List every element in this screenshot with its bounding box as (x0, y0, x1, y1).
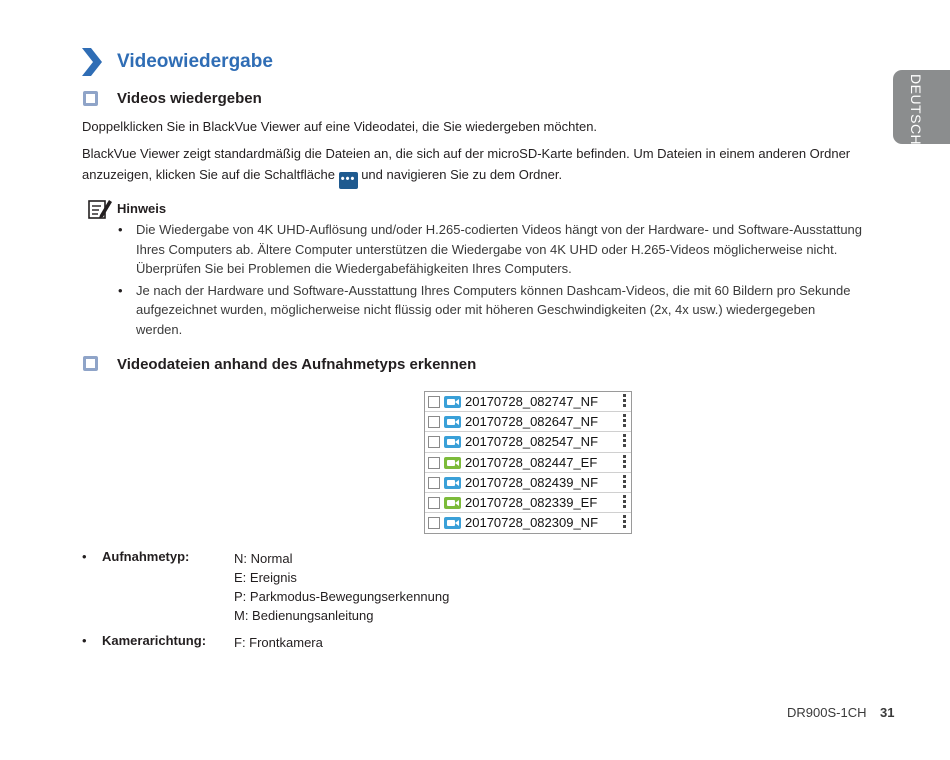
file-row[interactable] (425, 392, 631, 412)
subsection-title-identify-files: Videodateien anhand des Aufnahmetyps erkennen (117, 356, 477, 373)
file-name: 20170728_082339_EF (465, 494, 598, 510)
legend-camera-direction (82, 633, 582, 653)
file-checkbox[interactable] (428, 517, 440, 529)
bullet: • (118, 222, 123, 237)
page-number: 31 (880, 705, 895, 720)
paragraph-line-1: BlackVue Viewer zeigt standardmäßig die Dateien an, die sich auf der microSD-Karte befinden. Um Dateien in einem anderen Ordner (82, 146, 851, 161)
note-item (118, 220, 863, 279)
language-tab-label: DEUTSCH (908, 74, 924, 146)
paragraph-line-2-after: und navigieren Sie zu dem Ordner. (361, 167, 563, 182)
more-vertical-icon[interactable] (623, 515, 626, 531)
file-row[interactable] (425, 473, 631, 493)
legend-camera-direction-values (234, 633, 323, 652)
more-vertical-icon[interactable] (623, 434, 626, 450)
file-name: 20170728_082309_NF (465, 515, 599, 531)
bullet: • (82, 633, 87, 648)
more-vertical-icon[interactable] (623, 495, 626, 511)
legend-value: F: Frontkamera (234, 635, 323, 650)
file-row[interactable] (425, 453, 631, 473)
file-name: 20170728_082647_NF (465, 414, 599, 430)
more-vertical-icon[interactable] (623, 394, 626, 410)
file-checkbox[interactable] (428, 416, 440, 428)
file-name: 20170728_082747_NF (465, 394, 599, 409)
note-pencil-icon (88, 198, 112, 220)
bullet: • (82, 549, 87, 564)
legend-value: N: Normal (234, 551, 293, 566)
file-row[interactable] (425, 432, 631, 452)
file-list (424, 391, 632, 534)
legend-recording-type-values (234, 549, 449, 625)
note-item-text: Je nach der Hardware und Software-Ausstattung Ihres Computers können Dashcam-Videos, die mit 60 Bildern pro Sekunde aufgezeichnet wurden, möglicherweise nicht flüssig oder mit höheren Geschwindigkeiten (2x, 4x usw.) wiedergegeben werden. (136, 282, 851, 337)
file-name: 20170728_082439_NF (465, 474, 599, 490)
legend-value: P: Parkmodus-Bewegungserkennung (234, 589, 450, 604)
video-file-icon (444, 416, 461, 428)
file-name: 20170728_082547_NF (465, 434, 599, 450)
checkbox-square-icon (83, 356, 98, 371)
legend-value: E: Ereignis (234, 570, 297, 585)
file-checkbox[interactable] (428, 457, 440, 469)
legend-value: M: Bedienungsanleitung (234, 608, 374, 623)
browse-folder-button[interactable]: ••• (339, 172, 358, 189)
file-row[interactable] (425, 493, 631, 513)
file-row[interactable] (425, 513, 631, 533)
video-file-icon (444, 396, 461, 408)
file-checkbox[interactable] (428, 477, 440, 489)
file-row[interactable] (425, 412, 631, 432)
footer-model: DR900S-1CH (787, 705, 867, 720)
more-vertical-icon[interactable] (623, 475, 626, 491)
file-checkbox[interactable] (428, 436, 440, 448)
note-list (118, 220, 863, 341)
video-file-icon (444, 477, 461, 489)
video-file-icon (444, 436, 461, 448)
paragraph-default-folder (82, 143, 862, 189)
file-name: 20170728_082447_EF (465, 454, 598, 470)
bullet: • (118, 282, 123, 298)
file-checkbox[interactable] (428, 497, 440, 509)
note-item (118, 281, 863, 340)
subsection-title-play-videos: Videos wiedergeben (117, 90, 262, 107)
language-tab (893, 70, 950, 144)
paragraph-double-click: Doppelklicken Sie in BlackVue Viewer auf eine Videodatei, die Sie wiedergeben möchten. (82, 119, 598, 134)
video-file-icon (444, 497, 461, 509)
section-title: Videowiedergabe (117, 51, 273, 72)
legend-recording-type (82, 549, 582, 629)
paragraph-line-2-before: anzuzeigen, klicken Sie auf die Schaltfläche (82, 167, 335, 182)
video-file-icon (444, 517, 461, 529)
note-title: Hinweis (117, 201, 167, 216)
file-checkbox[interactable] (428, 396, 440, 408)
checkbox-square-icon (83, 91, 98, 106)
note-item-text: Die Wiedergabe von 4K UHD-Auflösung und/oder H.265-codierten Videos hängt von der Hardware- und Software-Ausstattung Ihres Computers ab. Ältere Computer unterstützen die Wiedergabe von 4K UHD oder H.265-Videos möglicherweise nicht. Überprüfen Sie bei Problemen die Wiedergabefähigkeiten Ihres Computers. (136, 222, 863, 276)
legend-recording-type-label: Aufnahmetyp: (102, 549, 190, 564)
more-vertical-icon[interactable] (623, 414, 626, 430)
paragraph-line-2 (82, 164, 862, 189)
video-file-icon (444, 457, 461, 469)
chevron-right-icon (82, 48, 102, 76)
legend-camera-direction-label: Kamerarichtung: (102, 633, 207, 648)
more-vertical-icon[interactable] (623, 455, 626, 471)
